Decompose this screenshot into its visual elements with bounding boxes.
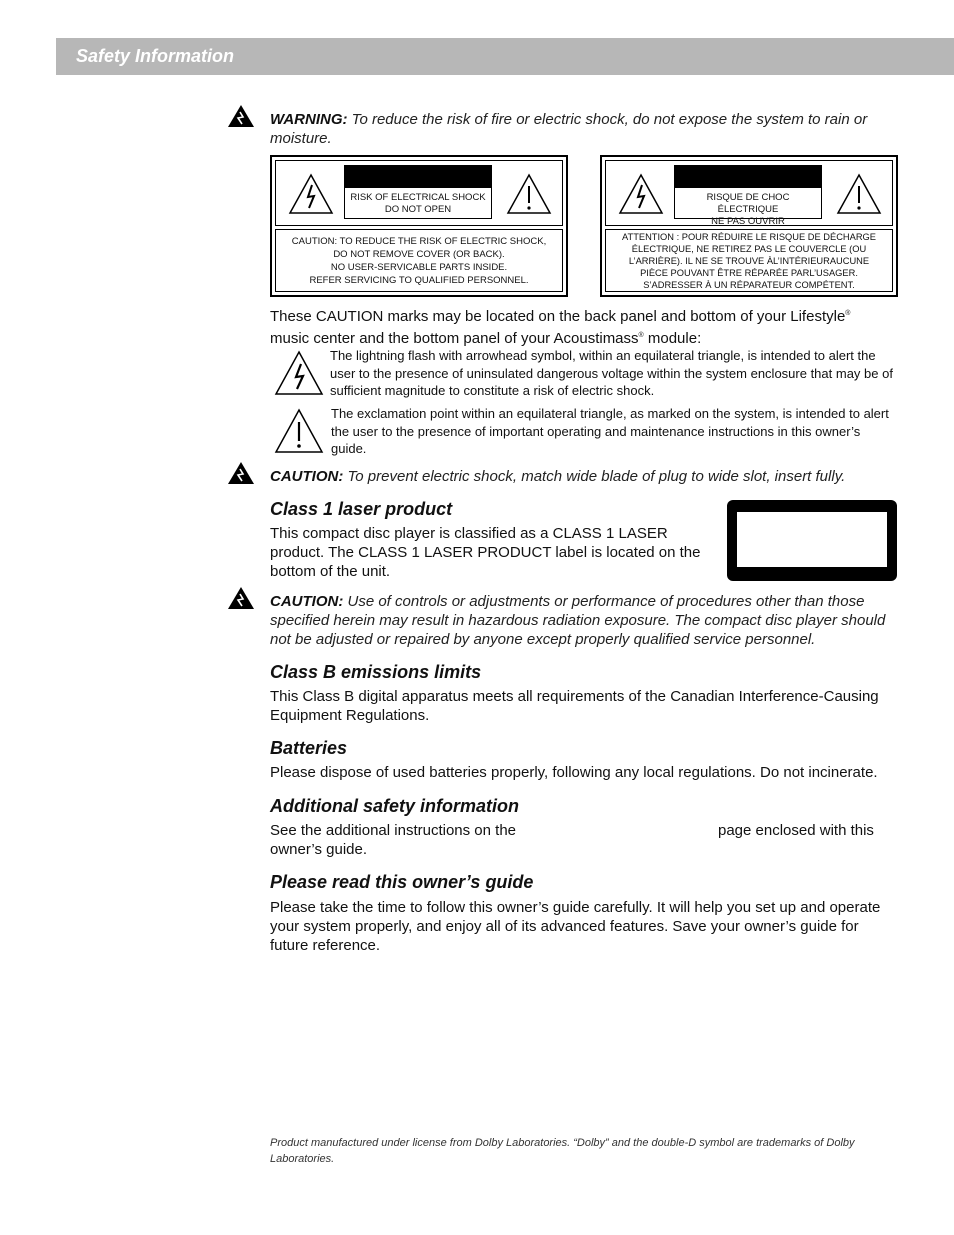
emissions-heading: Class B emissions limits	[270, 662, 482, 682]
label-bottom-line: S’ADRESSER À UN RÉPARATEUR COMPÉTENT.	[643, 279, 855, 290]
label-bottom-panel	[275, 229, 563, 292]
caution-marks-line2a: music center and the bottom panel of your Acoustimass	[270, 330, 639, 347]
label-center-line2: DO NOT OPEN	[384, 204, 452, 215]
label-center-line2: NE PAS OUVRIR	[711, 216, 785, 227]
label-center-panel	[674, 165, 822, 227]
exclamation-description: The exclamation point within an equilateral triangle, as marked on the system, is intended to alert the user to the presence of important operating and maintenance instructions in this owner’s guide.	[331, 406, 889, 456]
caution-label-french	[600, 155, 898, 297]
dolby-footnote: Product manufactured under license from Dolby Laboratories. “Dolby” and the double-D symbol are trademarks of Dolby Laboratories.	[270, 1137, 855, 1165]
label-bottom-line: L’ARRIÈRE). IL NE SE TROUVE ÀL’INTÉRIEURAUCUNE	[628, 255, 870, 266]
caution-plug-paragraph	[270, 467, 910, 486]
laser-text: This compact disc player is classified as a CLASS 1 LASER product. The CLASS 1 LASER PRODUCT label is located on the bottom of the unit.	[270, 525, 701, 580]
caution-controls-paragraph	[270, 592, 904, 649]
warning-paragraph	[270, 110, 900, 148]
label-bottom-line: ATTENTION : POUR RÉDUIRE LE RISQUE DE DÉCHARGE	[622, 231, 876, 242]
label-center-line1: RISK OF ELECTRICAL SHOCK	[350, 192, 486, 203]
read-guide-text: Please take the time to follow this owner’s guide carefully. It will help you set up and operate your system properly, and enjoy all of its advanced features. Save your owner’s guide for future reference.	[270, 899, 881, 954]
page-title: Safety Information	[76, 46, 235, 66]
caution-marks-line2b: module:	[643, 330, 702, 347]
label-bottom-line: NO USER-SERVICABLE PARTS INSIDE.	[330, 261, 508, 273]
label-black-bar	[345, 166, 491, 188]
caution-lead: CAUTION:	[270, 468, 344, 485]
label-bottom-line: REFER SERVICING TO QUALIFIED PERSONNEL.	[309, 274, 529, 286]
caution-marks-paragraph	[270, 304, 910, 348]
lightning-triangle-icon	[274, 350, 324, 396]
label-top-panel	[605, 160, 893, 226]
read-guide-heading: Please read this owner’s guide	[270, 872, 534, 892]
caution-label-english	[270, 155, 568, 297]
label-center-panel	[344, 165, 492, 219]
laser-label-inner	[737, 512, 887, 567]
additional-text-c: owner’s guide.	[270, 841, 368, 858]
caution-controls-text: Use of controls or adjustments or performance of procedures other than those specified herein may result in hazardous radiation exposure. The compact disc player should not be adjusted or repaired by anyone except properly qualified service personnel.	[270, 593, 886, 648]
laser-heading: Class 1 laser product	[270, 499, 453, 519]
warning-icon	[227, 586, 255, 610]
label-bottom-panel	[605, 229, 893, 292]
batteries-heading: Batteries	[270, 738, 348, 758]
additional-text-b: page enclosed with this	[718, 822, 874, 839]
registered-mark: ®	[638, 332, 644, 339]
batteries-text: Please dispose of used batteries properly, following any local regulations. Do not incinerate.	[270, 764, 878, 781]
exclamation-triangle-icon	[836, 173, 882, 215]
warning-text: To reduce the risk of fire or electric shock, do not expose the system to rain or moisture.	[270, 111, 868, 147]
emissions-text: This Class B digital apparatus meets all requirements of the Canadian Interference-Causing Equipment Regulations.	[270, 688, 879, 724]
caution-marks-line1: These CAUTION marks may be located on the back panel and bottom of your Lifestyle	[270, 308, 846, 325]
additional-heading: Additional safety information	[270, 796, 520, 816]
registered-mark: ®	[845, 310, 851, 317]
label-bottom-line: ÉLECTRIQUE, NE RETIREZ PAS LE COUVERCLE (OU	[631, 243, 867, 254]
label-bottom-line: PIÈCE POUVANT ÊTRE RÉPARÉE PARL’USAGER.	[640, 267, 858, 278]
lightning-triangle-icon	[288, 173, 334, 215]
label-black-bar	[675, 166, 821, 188]
exclamation-triangle-icon	[274, 408, 324, 454]
lightning-triangle-icon	[618, 173, 664, 215]
caution-lead: CAUTION:	[270, 593, 344, 610]
exclamation-triangle-icon	[506, 173, 552, 215]
laser-label-box	[727, 500, 897, 581]
caution-plug-text: To prevent electric shock, match wide blade of plug to wide slot, insert fully.	[347, 468, 846, 485]
warning-icon	[227, 461, 255, 485]
warning-lead: WARNING:	[270, 111, 348, 128]
lightning-description: The lightning flash with arrowhead symbol, within an equilateral triangle, is intended to alert the user to the presence of uninsulated dangerous voltage within the system enclosure that may be of sufficient magnitude to constitute a risk of electric shock.	[330, 348, 893, 398]
label-bottom-line: CAUTION: TO REDUCE THE RISK OF ELECTRIC SHOCK,	[291, 235, 547, 247]
header-band	[56, 38, 954, 75]
additional-text-a: See the additional instructions on the	[270, 822, 516, 839]
label-top-panel	[275, 160, 563, 226]
label-bottom-line: DO NOT REMOVE COVER (OR BACK).	[333, 248, 505, 260]
warning-icon	[227, 104, 255, 128]
label-center-line1: RISQUE DE CHOC ÉLECTRIQUE	[706, 192, 790, 215]
